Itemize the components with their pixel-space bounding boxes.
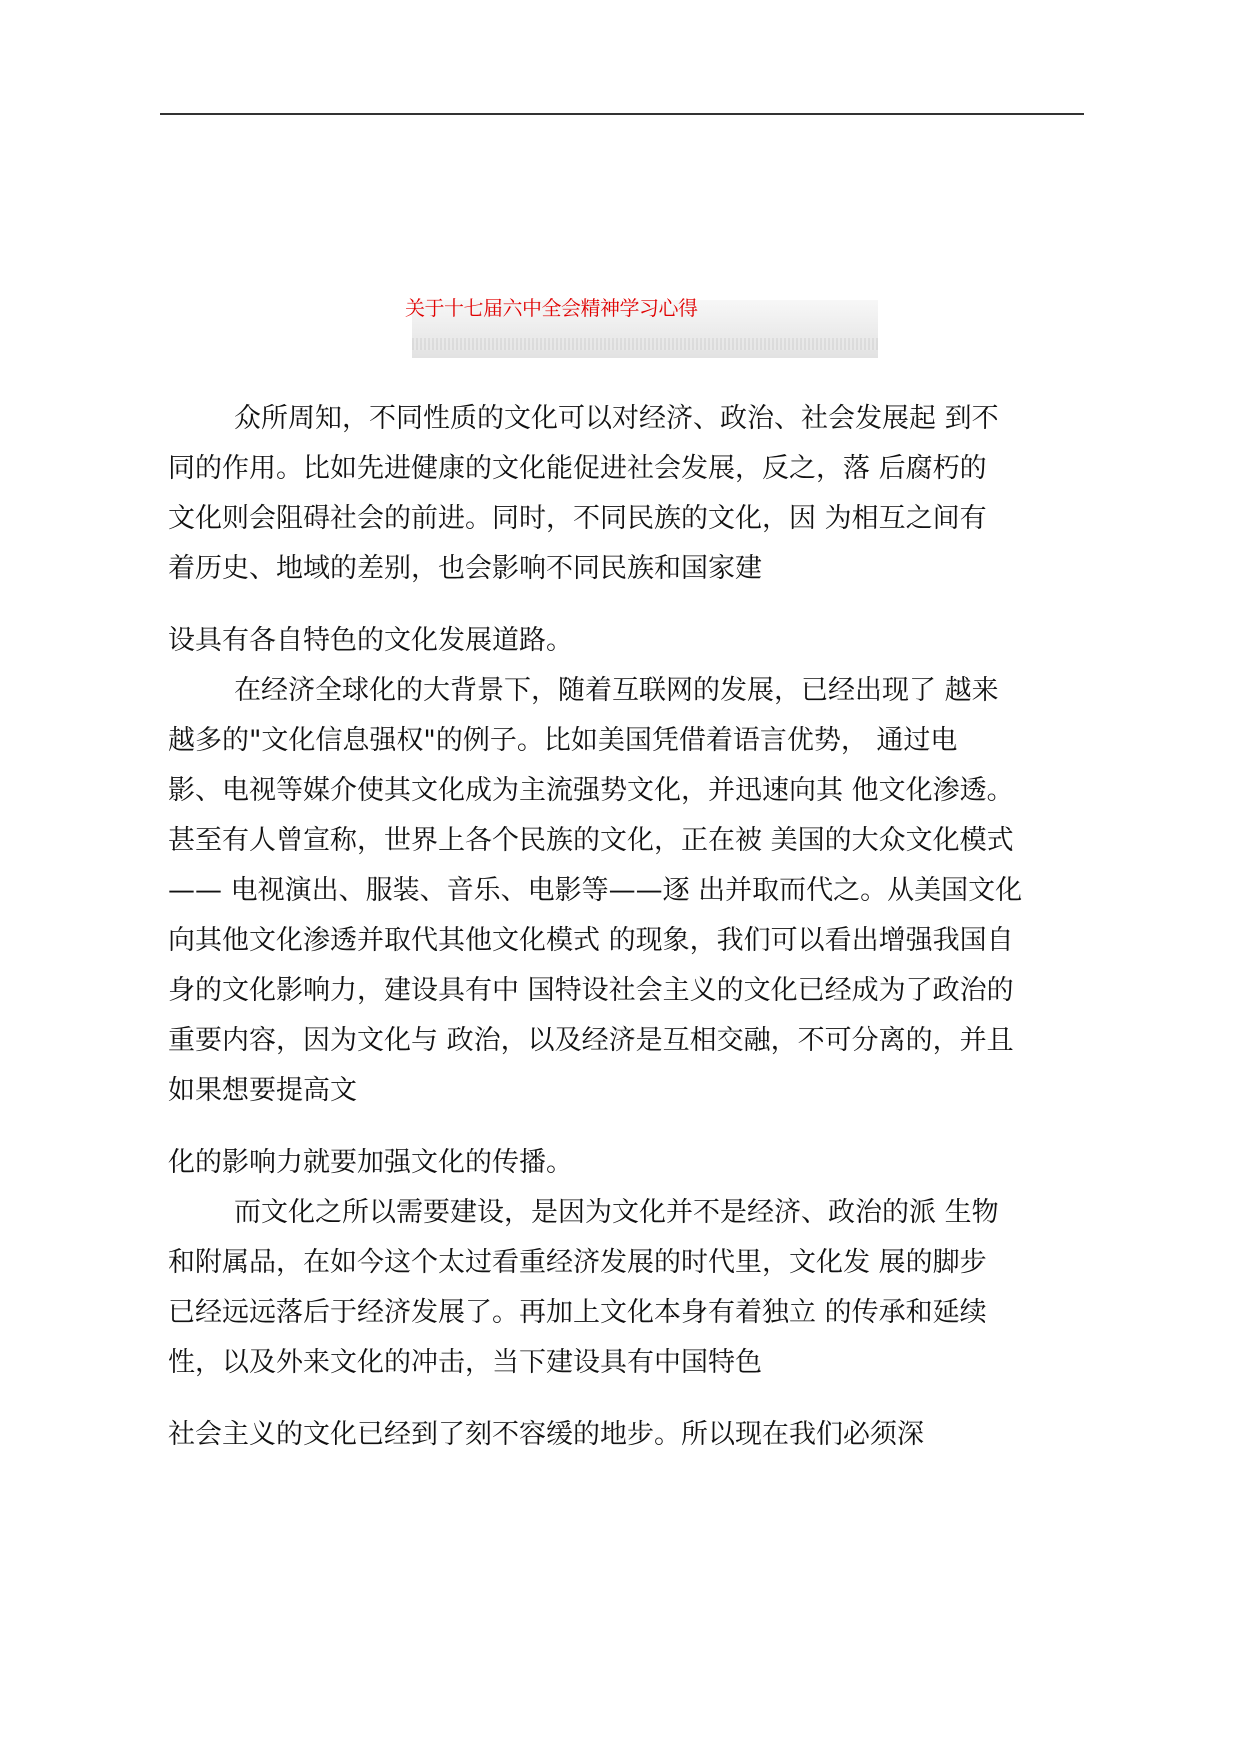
text-line: 越多的"文化信息强权"的例子。比如美国凭借着语言优势， 通过电 [168,725,958,756]
text-line: 重要内容，因为文化与 政治，以及经济是互相交融，不可分离的，并且 [168,1025,1014,1056]
text-line: 影、电视等媒介使其文化成为主流强势文化，并迅速向其 他文化渗透。 [168,775,1014,806]
text-line: 甚至有人曾宣称，世界上各个民族的文化，正在被 美国的大众文化模式 [168,825,1014,856]
text-line: 身的文化影响力，建设具有中 国特设社会主义的文化已经成为了政治的 [168,975,1014,1006]
text-line: 在经济全球化的大背景下，随着互联网的发展，已经出现了 越来 [234,675,999,706]
text-line: 性，以及外来文化的冲击，当下建设具有中国特色 [168,1347,762,1378]
text-line: 已经远远落后于经济发展了。再加上文化本身有着独立 的传承和延续 [168,1297,987,1328]
text-line: 化的影响力就要加强文化的传播。 [168,1147,573,1178]
text-line: 社会主义的文化已经到了刻不容缓的地步。所以现在我们必须深 [168,1419,924,1450]
text-line: 向其他文化渗透并取代其他文化模式 的现象，我们可以看出增强我国自 [168,925,1014,956]
text-line: 而文化之所以需要建设，是因为文化并不是经济、政治的派 生物 [234,1197,999,1228]
text-line: 同的作用。比如先进健康的文化能促进社会发展，反之，落 后腐朽的 [168,453,987,484]
text-line: 和附属品，在如今这个太过看重经济发展的时代里，文化发 展的脚步 [168,1247,987,1278]
document-title: 关于十七届六中全会精神学习心得 [405,296,698,320]
text-line: 设具有各自特色的文化发展道路。 [168,625,573,656]
text-line: —— 电视演出、服装、音乐、电影等——逐 出并取而代之。从美国文化 [168,875,1023,906]
header-rule [160,113,1084,115]
text-line: 众所周知，不同性质的文化可以对经济、政治、社会发展起 到不 [234,403,999,434]
text-line: 如果想要提高文 [168,1075,357,1106]
text-line: 着历史、地域的差别，也会影响不同民族和国家建 [168,553,762,584]
text-line: 文化则会阻碍社会的前进。同时，不同民族的文化，因 为相互之间有 [168,503,987,534]
